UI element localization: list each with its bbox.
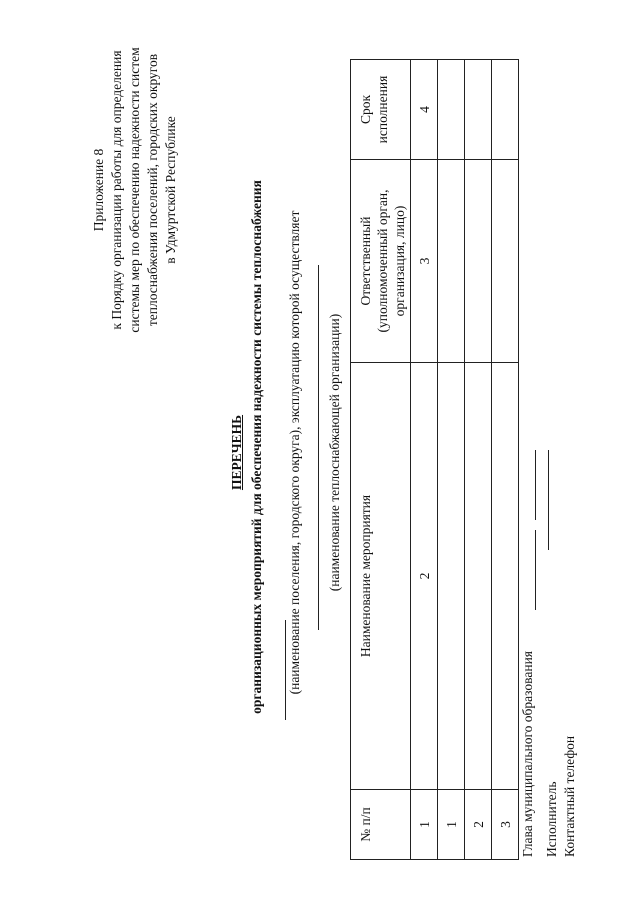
- name-line: [535, 450, 536, 520]
- header-deadline: Срок исполнения: [351, 60, 411, 160]
- signature-line: [535, 530, 536, 610]
- table-cell: 4: [411, 60, 438, 160]
- measures-table: [350, 59, 519, 860]
- contact-phone-label: Контактный телефон: [562, 735, 577, 857]
- head-of-municipality-label: Глава муниципального образования: [520, 650, 535, 857]
- table-row: [438, 60, 465, 860]
- table-cell: 3: [492, 790, 519, 860]
- table-row: [492, 60, 519, 860]
- header-number: № п/п: [351, 790, 411, 860]
- table-cell: [492, 60, 519, 160]
- table-index-row: [411, 60, 438, 860]
- table-cell: 1: [411, 790, 438, 860]
- appendix-line: системы мер по обеспечению надежности систем: [127, 47, 142, 333]
- table-cell: 2: [411, 363, 438, 790]
- table-row: [465, 60, 492, 860]
- table-cell: [465, 60, 492, 160]
- table-header-row: [351, 60, 411, 860]
- table-cell: 2: [465, 790, 492, 860]
- document-subheading: организационных мероприятий для обеспечения надежности системы теплоснабжения: [249, 180, 264, 714]
- table-cell: 1: [438, 790, 465, 860]
- executor-label: Исполнитель: [544, 781, 559, 857]
- organization-blank-line: [318, 265, 319, 630]
- document-heading: ПЕРЕЧЕНЬ: [229, 414, 244, 491]
- settlement-blank-line: [285, 620, 286, 720]
- table-cell: [492, 363, 519, 790]
- executor-line: [548, 450, 549, 550]
- header-measure-name: Наименование мероприятия: [351, 363, 411, 790]
- header-responsible: Ответственный (уполномоченный орган, организация, лицо): [351, 160, 411, 363]
- table-cell: [492, 160, 519, 363]
- appendix-line: теплоснабжения поселений, городских округов: [145, 53, 160, 327]
- settlement-caption: (наименование поселения, городского округа), эксплуатацию которой осуществляет: [287, 210, 302, 695]
- table-cell: [438, 363, 465, 790]
- appendix-title: Приложение 8: [91, 148, 106, 232]
- appendix-line: в Удмуртской Республике: [163, 116, 178, 264]
- appendix-header: [90, 35, 180, 345]
- table-cell: [438, 60, 465, 160]
- table-cell: [438, 160, 465, 363]
- table-cell: [465, 363, 492, 790]
- appendix-line: к Порядку организации работы для определения: [109, 50, 124, 330]
- table-cell: [465, 160, 492, 363]
- organization-caption: (наименование теплоснабжающей организации): [327, 313, 342, 592]
- table-cell: 3: [411, 160, 438, 363]
